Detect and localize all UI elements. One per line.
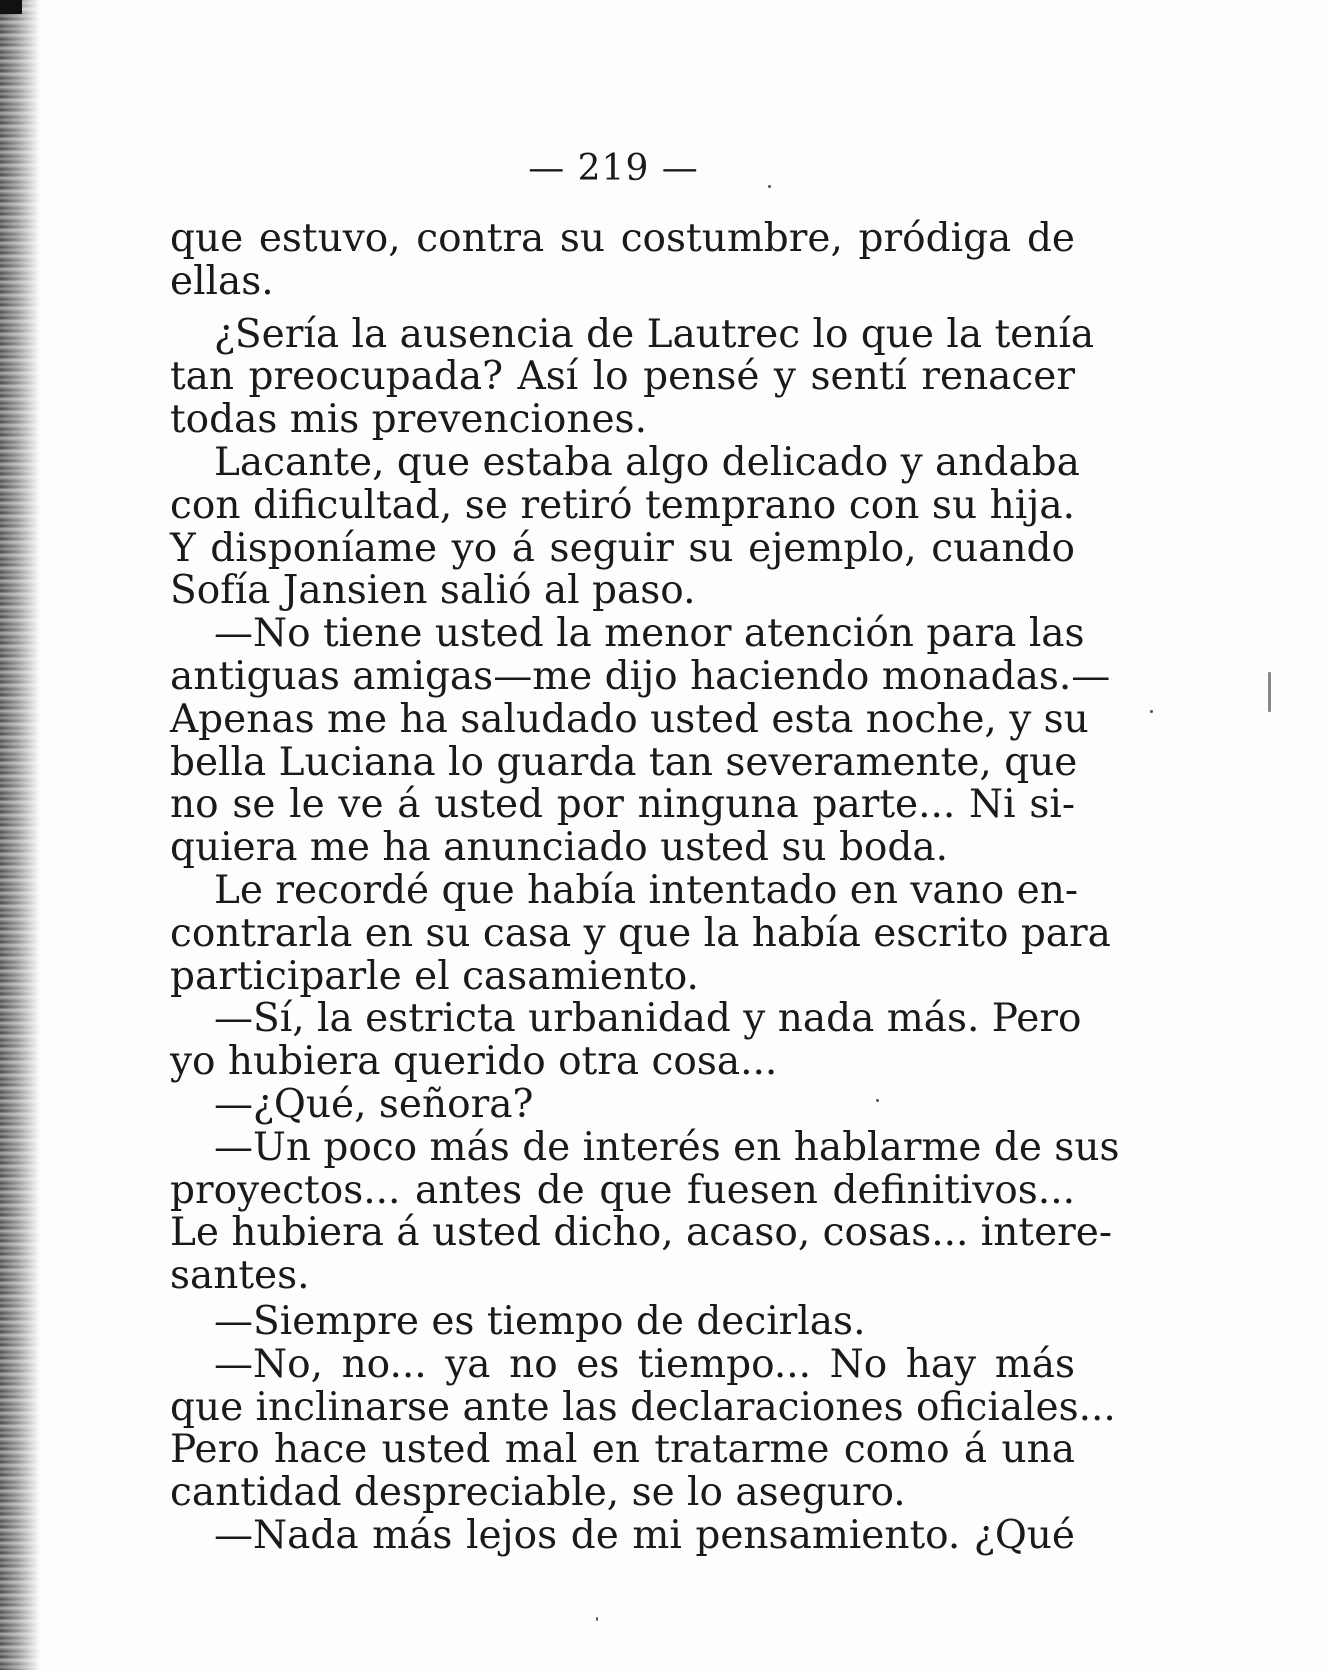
binding-edge (0, 0, 40, 1670)
text-line: Lacante, que estaba algo delicado y andaba (214, 439, 1080, 485)
text-line: quiera me ha anunciado usted su boda. (170, 825, 949, 871)
text-line: santes. (170, 1253, 310, 1299)
text-line: todas mis prevenciones. (170, 397, 647, 443)
text-line: bella Luciana lo guarda tan severamente, que (170, 739, 1078, 785)
text-line: yo hubiera querido otra cosa... (170, 1039, 778, 1085)
text-line: con dificultad, se retiró temprano con su hija. (170, 482, 1075, 528)
text-line: Sofía Jansien salió al paso. (170, 568, 696, 614)
text-line: Apenas me ha saludado usted esta noche, y su (170, 696, 1089, 742)
text-line: antiguas amigas—me dijo haciendo monadas.— (170, 653, 1111, 699)
body-text (170, 216, 1120, 1558)
text-line: tan preocupada? Así lo pensé y sentí renacer (170, 354, 1075, 400)
text-line: —No, no... ya no es tiempo... No hay más (214, 1341, 1075, 1387)
text-line: no se le ve á usted por ninguna parte... Ni si- (170, 782, 1075, 828)
text-line: Le hubiera á usted dicho, acaso, cosas... intere- (170, 1210, 1113, 1256)
text-line: —¿Qué, señora? (214, 1081, 534, 1127)
text-line: contrarla en su casa y que la había escrito para (170, 910, 1111, 956)
text-line: participarle el casamiento. (170, 953, 699, 999)
text-line: Y disponíame yo á seguir su ejemplo, cuando (170, 525, 1075, 571)
scan-speck (1150, 710, 1153, 713)
text-line: —Sí, la estricta urbanidad y nada más. Pero (214, 996, 1082, 1042)
text-line: —Un poco más de interés en hablarme de sus (214, 1124, 1120, 1170)
text-line: que estuvo, contra su costumbre, pródiga de (170, 216, 1075, 261)
text-line: —No tiene usted la menor atención para las (214, 611, 1085, 657)
text-line: ¿Sería la ausencia de Lautrec lo que la tenía (214, 311, 1095, 357)
scan-speck (1268, 672, 1271, 712)
text-line: proyectos... antes de que fuesen definitivos... (170, 1167, 1075, 1213)
text-line: que inclinarse ante las declaraciones oficiales... (170, 1384, 1116, 1430)
text-line: ellas. (170, 258, 274, 304)
text-line: Pero hace usted mal en tratarme como á una (170, 1427, 1075, 1473)
text-line: —Nada más lejos de mi pensamiento. ¿Qué (214, 1512, 1075, 1558)
corner-mark (0, 0, 22, 14)
page-number: — 219 — (528, 148, 699, 189)
text-line: cantidad despreciable, se lo aseguro. (170, 1470, 906, 1516)
text-line: —Siempre es tiempo de decirlas. (214, 1298, 866, 1344)
text-line: Le recordé que había intentado en vano en- (214, 867, 1078, 913)
scan-speck (596, 1617, 598, 1621)
